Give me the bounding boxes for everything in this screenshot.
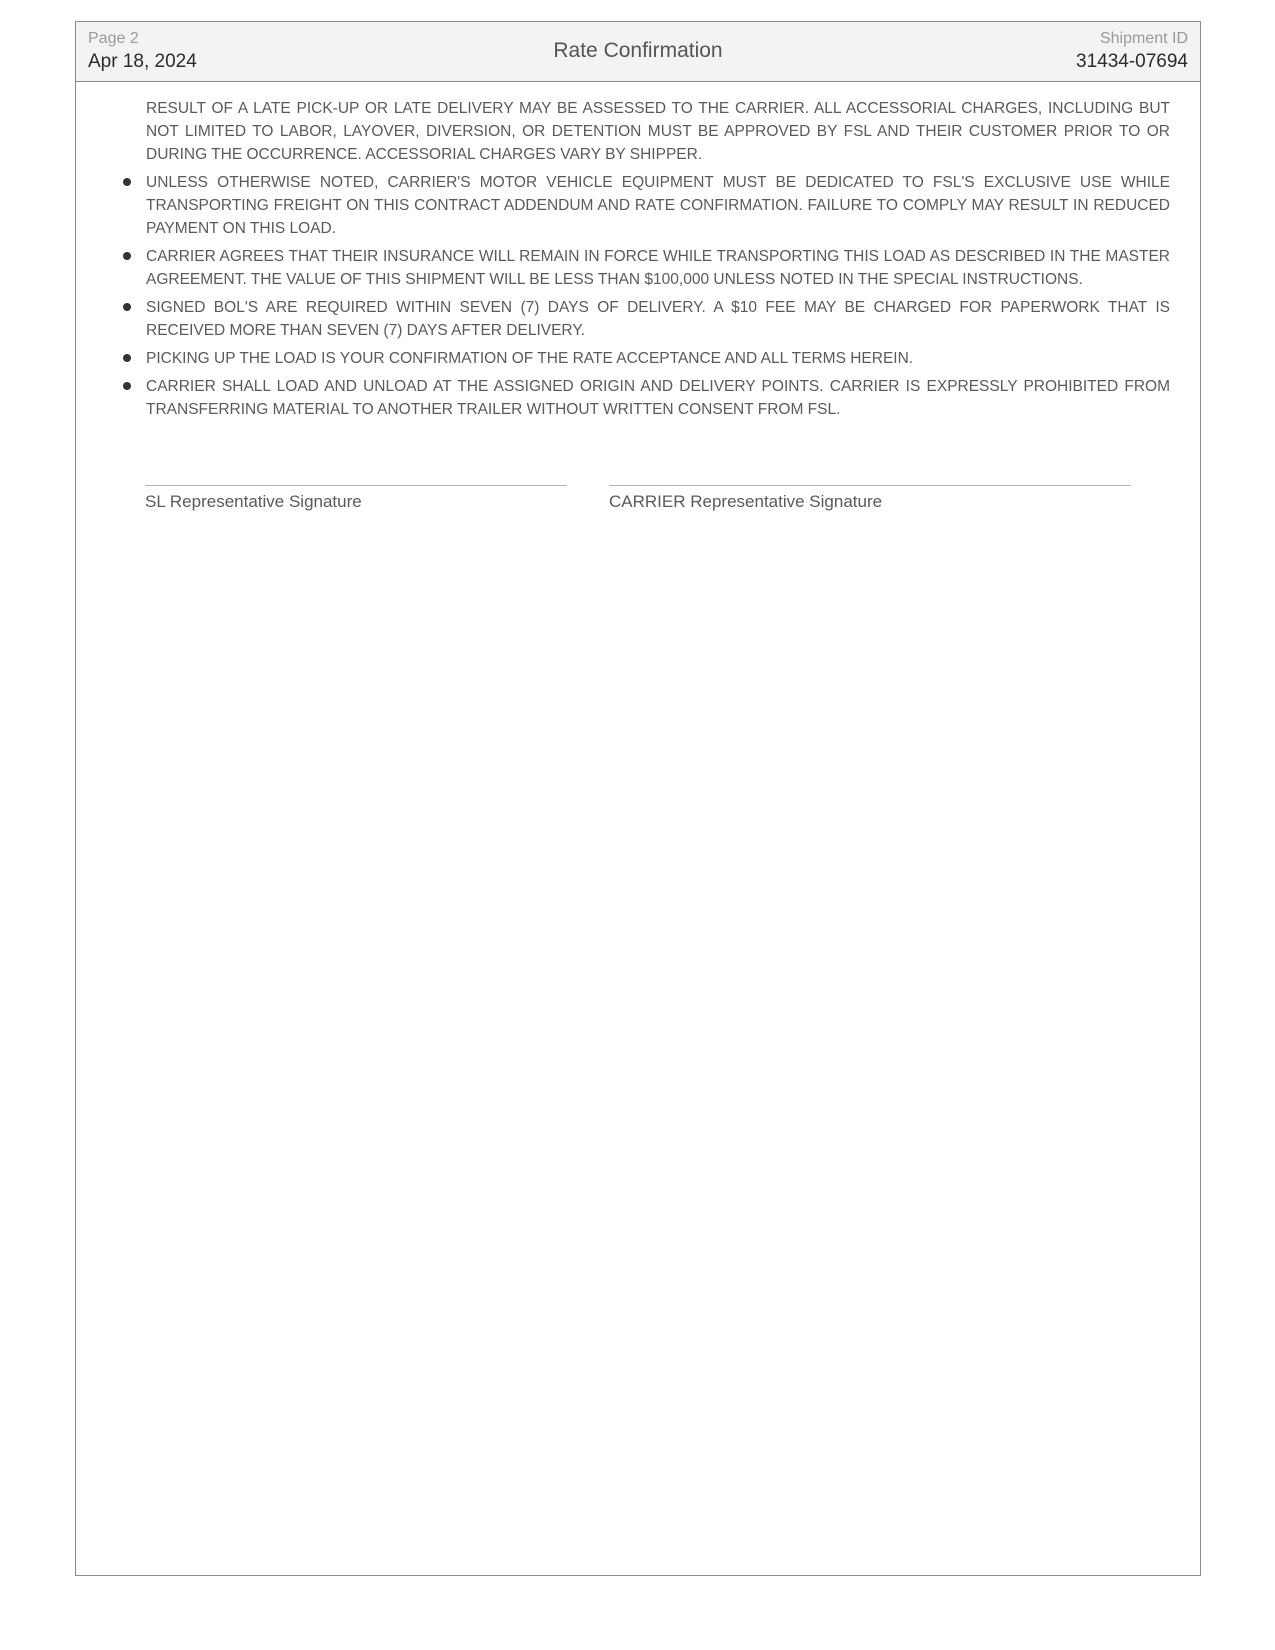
- term-item: [146, 375, 1170, 421]
- page-header: [76, 22, 1200, 82]
- term-text: UNLESS OTHERWISE NOTED, CARRIER'S MOTOR VEHICLE EQUIPMENT MUST BE DEDICATED TO FSL'S EXCLUSIVE USE WHILE TRANSPORTING FREIGHT ON THIS CONTRACT ADDENDUM AND RATE CONFIRMATION. FAILURE TO COMPLY MAY RESULT IN REDUCED PAYMENT ON THIS LOAD.: [146, 174, 1170, 237]
- term-item: [146, 347, 1170, 370]
- document-page: [75, 21, 1201, 1576]
- term-item: [146, 296, 1170, 342]
- term-text: CARRIER AGREES THAT THEIR INSURANCE WILL REMAIN IN FORCE WHILE TRANSPORTING THIS LOAD AS DESCRIBED IN THE MASTER AGREEMENT. THE VALUE OF THIS SHIPMENT WILL BE LESS THAN $100,000 UNLESS NOTED IN THE SPECIAL INSTRUCTIONS.: [146, 248, 1170, 288]
- carrier-signature-label: CARRIER Representative Signature: [609, 492, 883, 511]
- bullet-icon: [123, 354, 131, 362]
- terms-list: [146, 171, 1170, 421]
- carrier-signature-line[interactable]: [609, 485, 1131, 512]
- shipment-id-value: 31434-07694: [1076, 51, 1188, 72]
- bullet-icon: [123, 303, 131, 311]
- sl-signature-label: SL Representative Signature: [145, 492, 362, 511]
- sl-signature-line[interactable]: [145, 485, 567, 512]
- term-text: PICKING UP THE LOAD IS YOUR CONFIRMATION OF THE RATE ACCEPTANCE AND ALL TERMS HEREIN.: [146, 350, 914, 367]
- term-text: SIGNED BOL'S ARE REQUIRED WITHIN SEVEN (7) DAYS OF DELIVERY. A $10 FEE MAY BE CHARGED FOR PAPERWORK THAT IS RECEIVED MORE THAN SEVEN (7) DAYS AFTER DELIVERY.: [146, 299, 1170, 339]
- bullet-icon: [123, 252, 131, 260]
- page-number: Page 2: [88, 30, 139, 47]
- shipment-info: [1076, 29, 1188, 75]
- signature-section: [145, 485, 1135, 535]
- document-title: Rate Confirmation: [553, 39, 723, 62]
- bullet-icon: [123, 382, 131, 390]
- term-text: CARRIER SHALL LOAD AND UNLOAD AT THE ASSIGNED ORIGIN AND DELIVERY POINTS. CARRIER IS EXPRESSLY PROHIBITED FROM TRANSFERRING MATERIAL TO ANOTHER TRAILER WITHOUT WRITTEN CONSENT FROM FSL.: [146, 378, 1170, 418]
- document-date: Apr 18, 2024: [88, 51, 197, 72]
- shipment-id-label: Shipment ID: [1099, 30, 1188, 47]
- bullet-icon: [123, 178, 131, 186]
- term-item: [146, 171, 1170, 240]
- term-continued-text: RESULT OF A LATE PICK-UP OR LATE DELIVERY MAY BE ASSESSED TO THE CARRIER. ALL ACCESSORIAL CHARGES, INCLUDING BUT NOT LIMITED TO LABOR, LAYOVER, DIVERSION, OR DETENTION MUST BE APPROVED BY FSL AND THEIR CUSTOMER PRIOR TO OR DURING THE OCCURRENCE. ACCESSORIAL CHARGES VARY BY SHIPPER.: [146, 100, 1170, 163]
- term-item: [146, 245, 1170, 291]
- terms-section: [146, 97, 1170, 426]
